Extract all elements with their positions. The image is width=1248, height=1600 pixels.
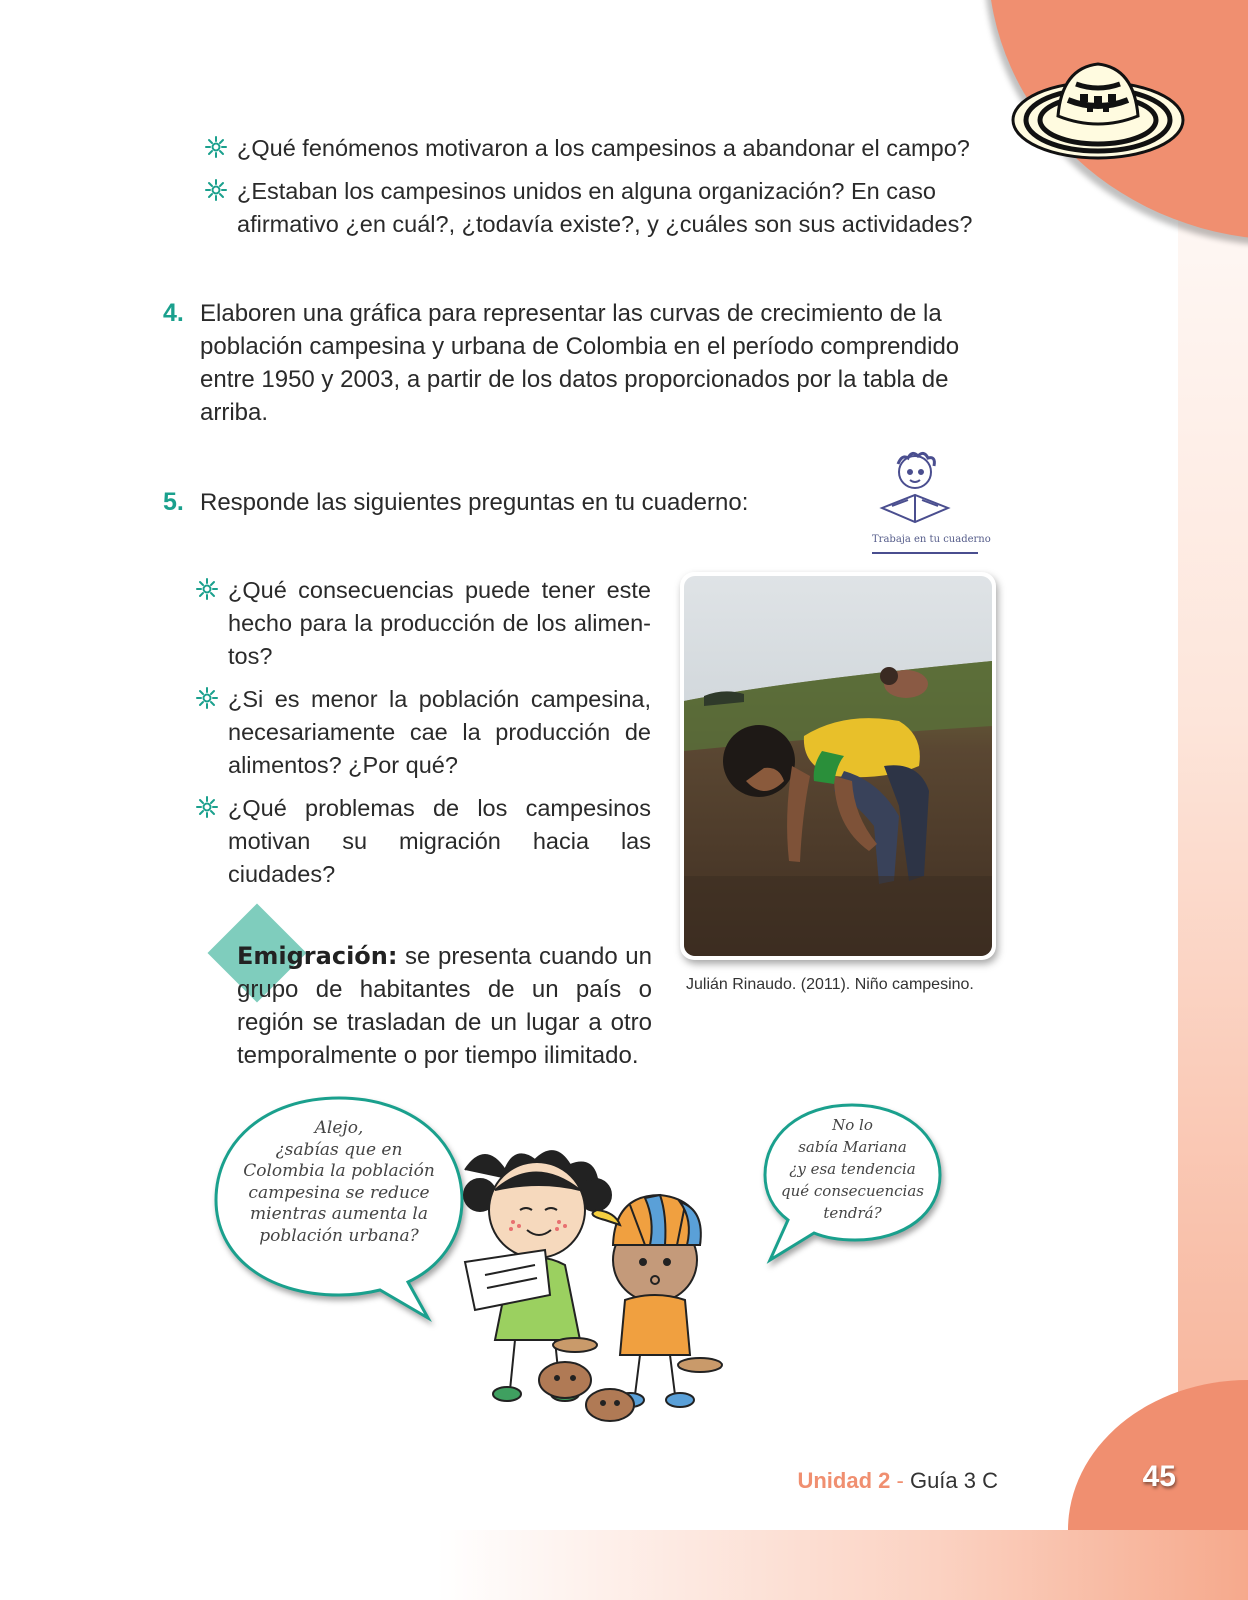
page-number: 45 [1142, 1460, 1176, 1493]
list-item [205, 132, 1005, 165]
list-item [196, 574, 651, 673]
notebook-label: Trabaja en tu cuaderno [872, 534, 991, 545]
footer-unit-guide [797, 1468, 998, 1494]
photo-frame [680, 572, 996, 960]
farm-child-photo [684, 576, 992, 956]
sun-bullet-icon [196, 578, 218, 600]
question-text: ¿Qué consecuencias puede tener este hecho para la producción de los alimentos? [228, 577, 651, 669]
sun-bullet-icon [196, 796, 218, 818]
question-text: ¿Estaban los campesinos unidos en alguna organización? En caso afirmativo ¿en cuál?, ¿todavía existe?, y ¿cuáles son sus actividades? [237, 178, 973, 237]
corner-decoration-bottom [1068, 1380, 1248, 1530]
top-questions-list [205, 132, 1005, 251]
speech-bubble-mariana [208, 1090, 470, 1320]
list-item [205, 175, 1005, 241]
speech-bubble-alejo [760, 1100, 945, 1265]
question-text: ¿Qué problemas de los campesinos motivan su migración hacia las ciudades? [228, 795, 651, 887]
page-edge-gradient [1178, 0, 1248, 1600]
item-number: 4. [163, 299, 184, 327]
definition-emigracion [237, 940, 652, 1072]
question-text: ¿Si es menor la población campesina, necesariamente cae la producción de alimentos? ¿Por qué? [228, 686, 651, 778]
footer-unit: Unidad 2 [797, 1468, 891, 1493]
activity-item-5 [163, 486, 800, 519]
footer-separator: - [890, 1468, 910, 1493]
item-text: Responde las siguientes preguntas en tu cuaderno: [200, 489, 749, 516]
footer-guide: Guía 3 C [909, 1468, 998, 1493]
list-item [196, 792, 651, 891]
bubble-text: Alejo, ¿sabías que en Colombia la población campesina se reduce mientras aumenta la población urbana? [243, 1118, 435, 1246]
definition-text: se presenta cuando un grupo de habitantes de un país o región se trasladan de un lugar a otro temporalmente o por tiempo ilimitado. [237, 943, 652, 1069]
sombrero-icon [1010, 50, 1185, 170]
definition-term: Emigración: [237, 942, 398, 970]
kids-illustration [455, 1150, 740, 1430]
sun-bullet-icon [205, 179, 227, 201]
activity-item-4 [163, 297, 1000, 429]
photo-caption: Julián Rinaudo. (2011). Niño campesino. [686, 976, 974, 993]
sun-bullet-icon [196, 687, 218, 709]
item-text: Elaboren una gráfica para representar las curvas de crecimiento de la población campesina y urbana de Colombia en el período comprendido entre 1950 y 2003, a partir de los datos proporcionados por la tabla de arriba. [200, 300, 960, 426]
question-text: ¿Qué fenómenos motivaron a los campesinos a abandonar el campo? [237, 135, 970, 161]
bubble-text: No lo sabía Mariana ¿y esa tendencia qué consecuencias tendrá? [780, 1116, 924, 1222]
sun-bullet-icon [205, 136, 227, 158]
item-number: 5. [163, 488, 184, 516]
divider [872, 552, 978, 554]
page-bottom-gradient [0, 1530, 1248, 1600]
list-item [196, 683, 651, 782]
bottom-questions-list [196, 574, 651, 901]
